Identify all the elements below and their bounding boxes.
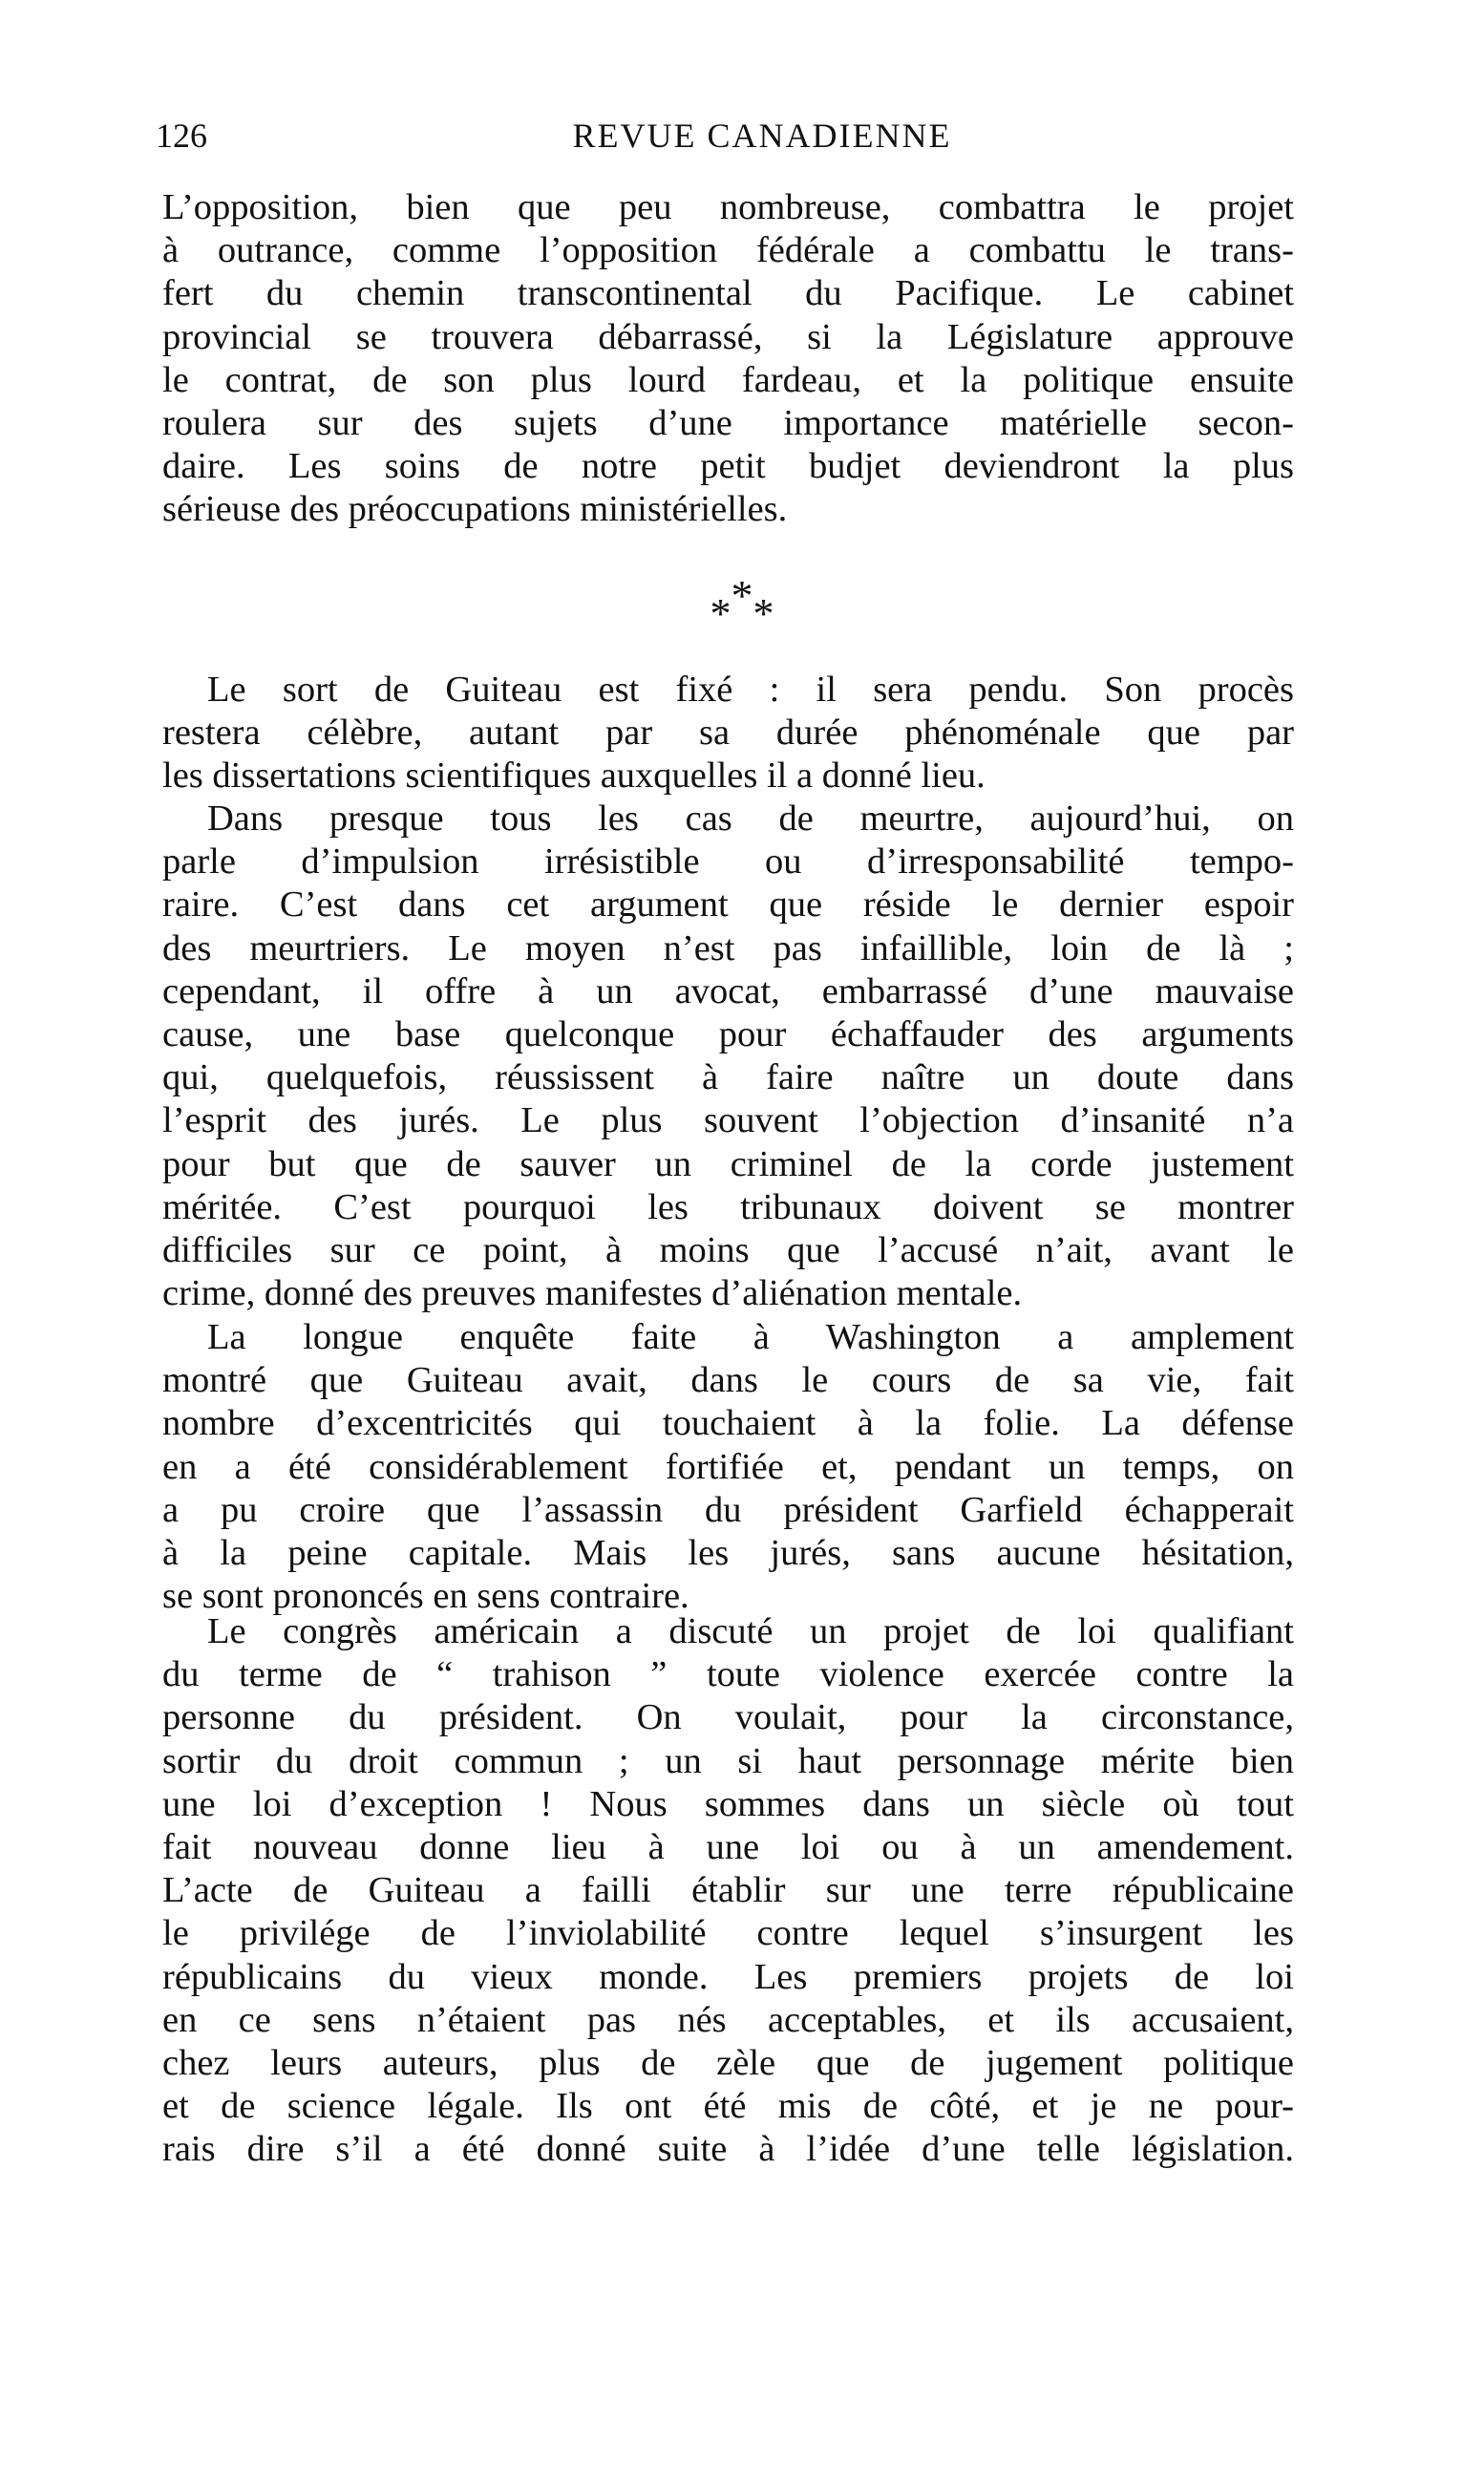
paragraph-text xyxy=(162,186,1294,532)
text-line: une loi d’exception ! Nous sommes dans un siècle où tout xyxy=(162,1783,1294,1824)
text-line: Dans presque tous les cas de meurtre, aujourd’hui, on xyxy=(207,798,1294,839)
text-line: le contrat, de son plus lourd fardeau, et la politique ensuite xyxy=(162,359,1294,400)
text-line: La longue enquête faite à Washington a amplement xyxy=(207,1317,1294,1357)
text-line: républicains du vieux monde. Les premiers projets de loi xyxy=(162,1956,1294,1997)
text-line: crime, donné des preuves manifestes d’aliénation mentale. xyxy=(162,1273,1023,1314)
page-number: 126 xyxy=(156,117,207,155)
paragraph-guiteau-sentence xyxy=(162,669,1294,798)
text-line: l’esprit des jurés. Le plus souvent l’objection d’insanité n’a xyxy=(162,1100,1294,1141)
text-line: L’acte de Guiteau a failli établir sur une terre républicaine xyxy=(162,1870,1294,1911)
text-line: et de science légale. Ils ont été mis de côté, et je ne pour- xyxy=(162,2086,1294,2127)
text-line: les dissertations scientifiques auxquelles il a donné lieu. xyxy=(162,755,986,797)
paragraph-washington-inquiry xyxy=(162,1316,1294,1618)
paragraph-text xyxy=(162,1610,1294,2172)
asterism-star: * xyxy=(753,590,774,637)
text-line: pour but que de sauver un criminel de la corde justement xyxy=(162,1143,1294,1184)
text-line: qui, quelquefois, réussissent à faire naître un doute dans xyxy=(162,1057,1294,1098)
text-line: à la peine capitale. Mais les jurés, sans aucune hésitation, xyxy=(162,1533,1294,1574)
text-line: sérieuse des préoccupations ministérielles. xyxy=(162,489,788,530)
text-line: en ce sens n’étaient pas nés acceptables, et ils accusaient, xyxy=(162,1999,1294,2040)
text-line: cependant, il offre à un avocat, embarrassé d’une mauvaise xyxy=(162,970,1294,1011)
asterism-star: * xyxy=(710,590,731,637)
asterism-star: * xyxy=(731,571,753,620)
text-line: raire. C’est dans cet argument que réside le dernier espoir xyxy=(162,884,1294,925)
text-line: rais dire s’il a été donné suite à l’idée d’une telle législation. xyxy=(162,2129,1294,2170)
text-line: L’opposition, bien que peu nombreuse, combattra le projet xyxy=(162,187,1294,227)
paragraph-insanity-defense xyxy=(162,798,1294,1315)
text-line: roulera sur des sujets d’une importance matérielle secon- xyxy=(162,403,1294,444)
text-line: parle d’impulsion irrésistible ou d’irresponsabilité tempo- xyxy=(162,841,1294,883)
text-line: provincial se trouvera débarrassé, si la Législature approuve xyxy=(162,316,1294,357)
text-line: se sont prononcés en sens contraire. xyxy=(162,1576,689,1617)
text-line: fert du chemin transcontinental du Pacifique. Le cabinet xyxy=(162,273,1294,314)
journal-title: REVUE CANADIENNE xyxy=(572,117,952,155)
text-line: sortir du droit commun ; un si haut personnage mérite bien xyxy=(162,1740,1294,1781)
text-line: en a été considérablement fortifiée et, pendant un temps, on xyxy=(162,1446,1294,1487)
text-line: restera célèbre, autant par sa durée phénoménale que par xyxy=(162,713,1294,754)
text-line: nombre d’excentricités qui touchaient à la folie. La défense xyxy=(162,1403,1294,1444)
text-line: cause, une base quelconque pour échaffauder des arguments xyxy=(162,1014,1294,1055)
paragraph-text xyxy=(162,669,1294,798)
text-line: difficiles sur ce point, à moins que l’accusé n’ait, avant le xyxy=(162,1230,1294,1271)
text-line: du terme de “ trahison ” toute violence exercée contre la xyxy=(162,1654,1294,1695)
text-line: méritée. C’est pourquoi les tribunaux doivent se montrer xyxy=(162,1186,1294,1227)
asterism-separator xyxy=(0,571,1484,637)
text-line: des meurtriers. Le moyen n’est pas infaillible, loin de là ; xyxy=(162,927,1294,968)
text-line: le privilége de l’inviolabilité contre lequel s’insurgent les xyxy=(162,1913,1294,1954)
text-line: a pu croire que l’assassin du président Garfield échapperait xyxy=(162,1489,1294,1530)
paragraph-text xyxy=(162,798,1294,1315)
text-line: Le sort de Guiteau est fixé : il sera pendu. Son procès xyxy=(207,670,1294,710)
paragraph-american-congress xyxy=(162,1610,1294,2172)
text-line: montré que Guiteau avait, dans le cours de sa vie, fait xyxy=(162,1360,1294,1401)
text-line: Le congrès américain a discuté un projet de loi qualifiant xyxy=(207,1611,1294,1651)
text-line: fait nouveau donne lieu à une loi ou à un amendement. xyxy=(162,1827,1294,1868)
text-line: daire. Les soins de notre petit budjet deviendront la plus xyxy=(162,446,1294,487)
paragraph-opposition xyxy=(162,186,1294,532)
paragraph-text xyxy=(162,1316,1294,1618)
text-line: personne du président. On voulait, pour la circonstance, xyxy=(162,1697,1294,1738)
text-line: à outrance, comme l’opposition fédérale a combattu le trans- xyxy=(162,230,1294,271)
text-line: chez leurs auteurs, plus de zèle que de jugement politique xyxy=(162,2043,1294,2084)
running-head xyxy=(156,107,1292,164)
